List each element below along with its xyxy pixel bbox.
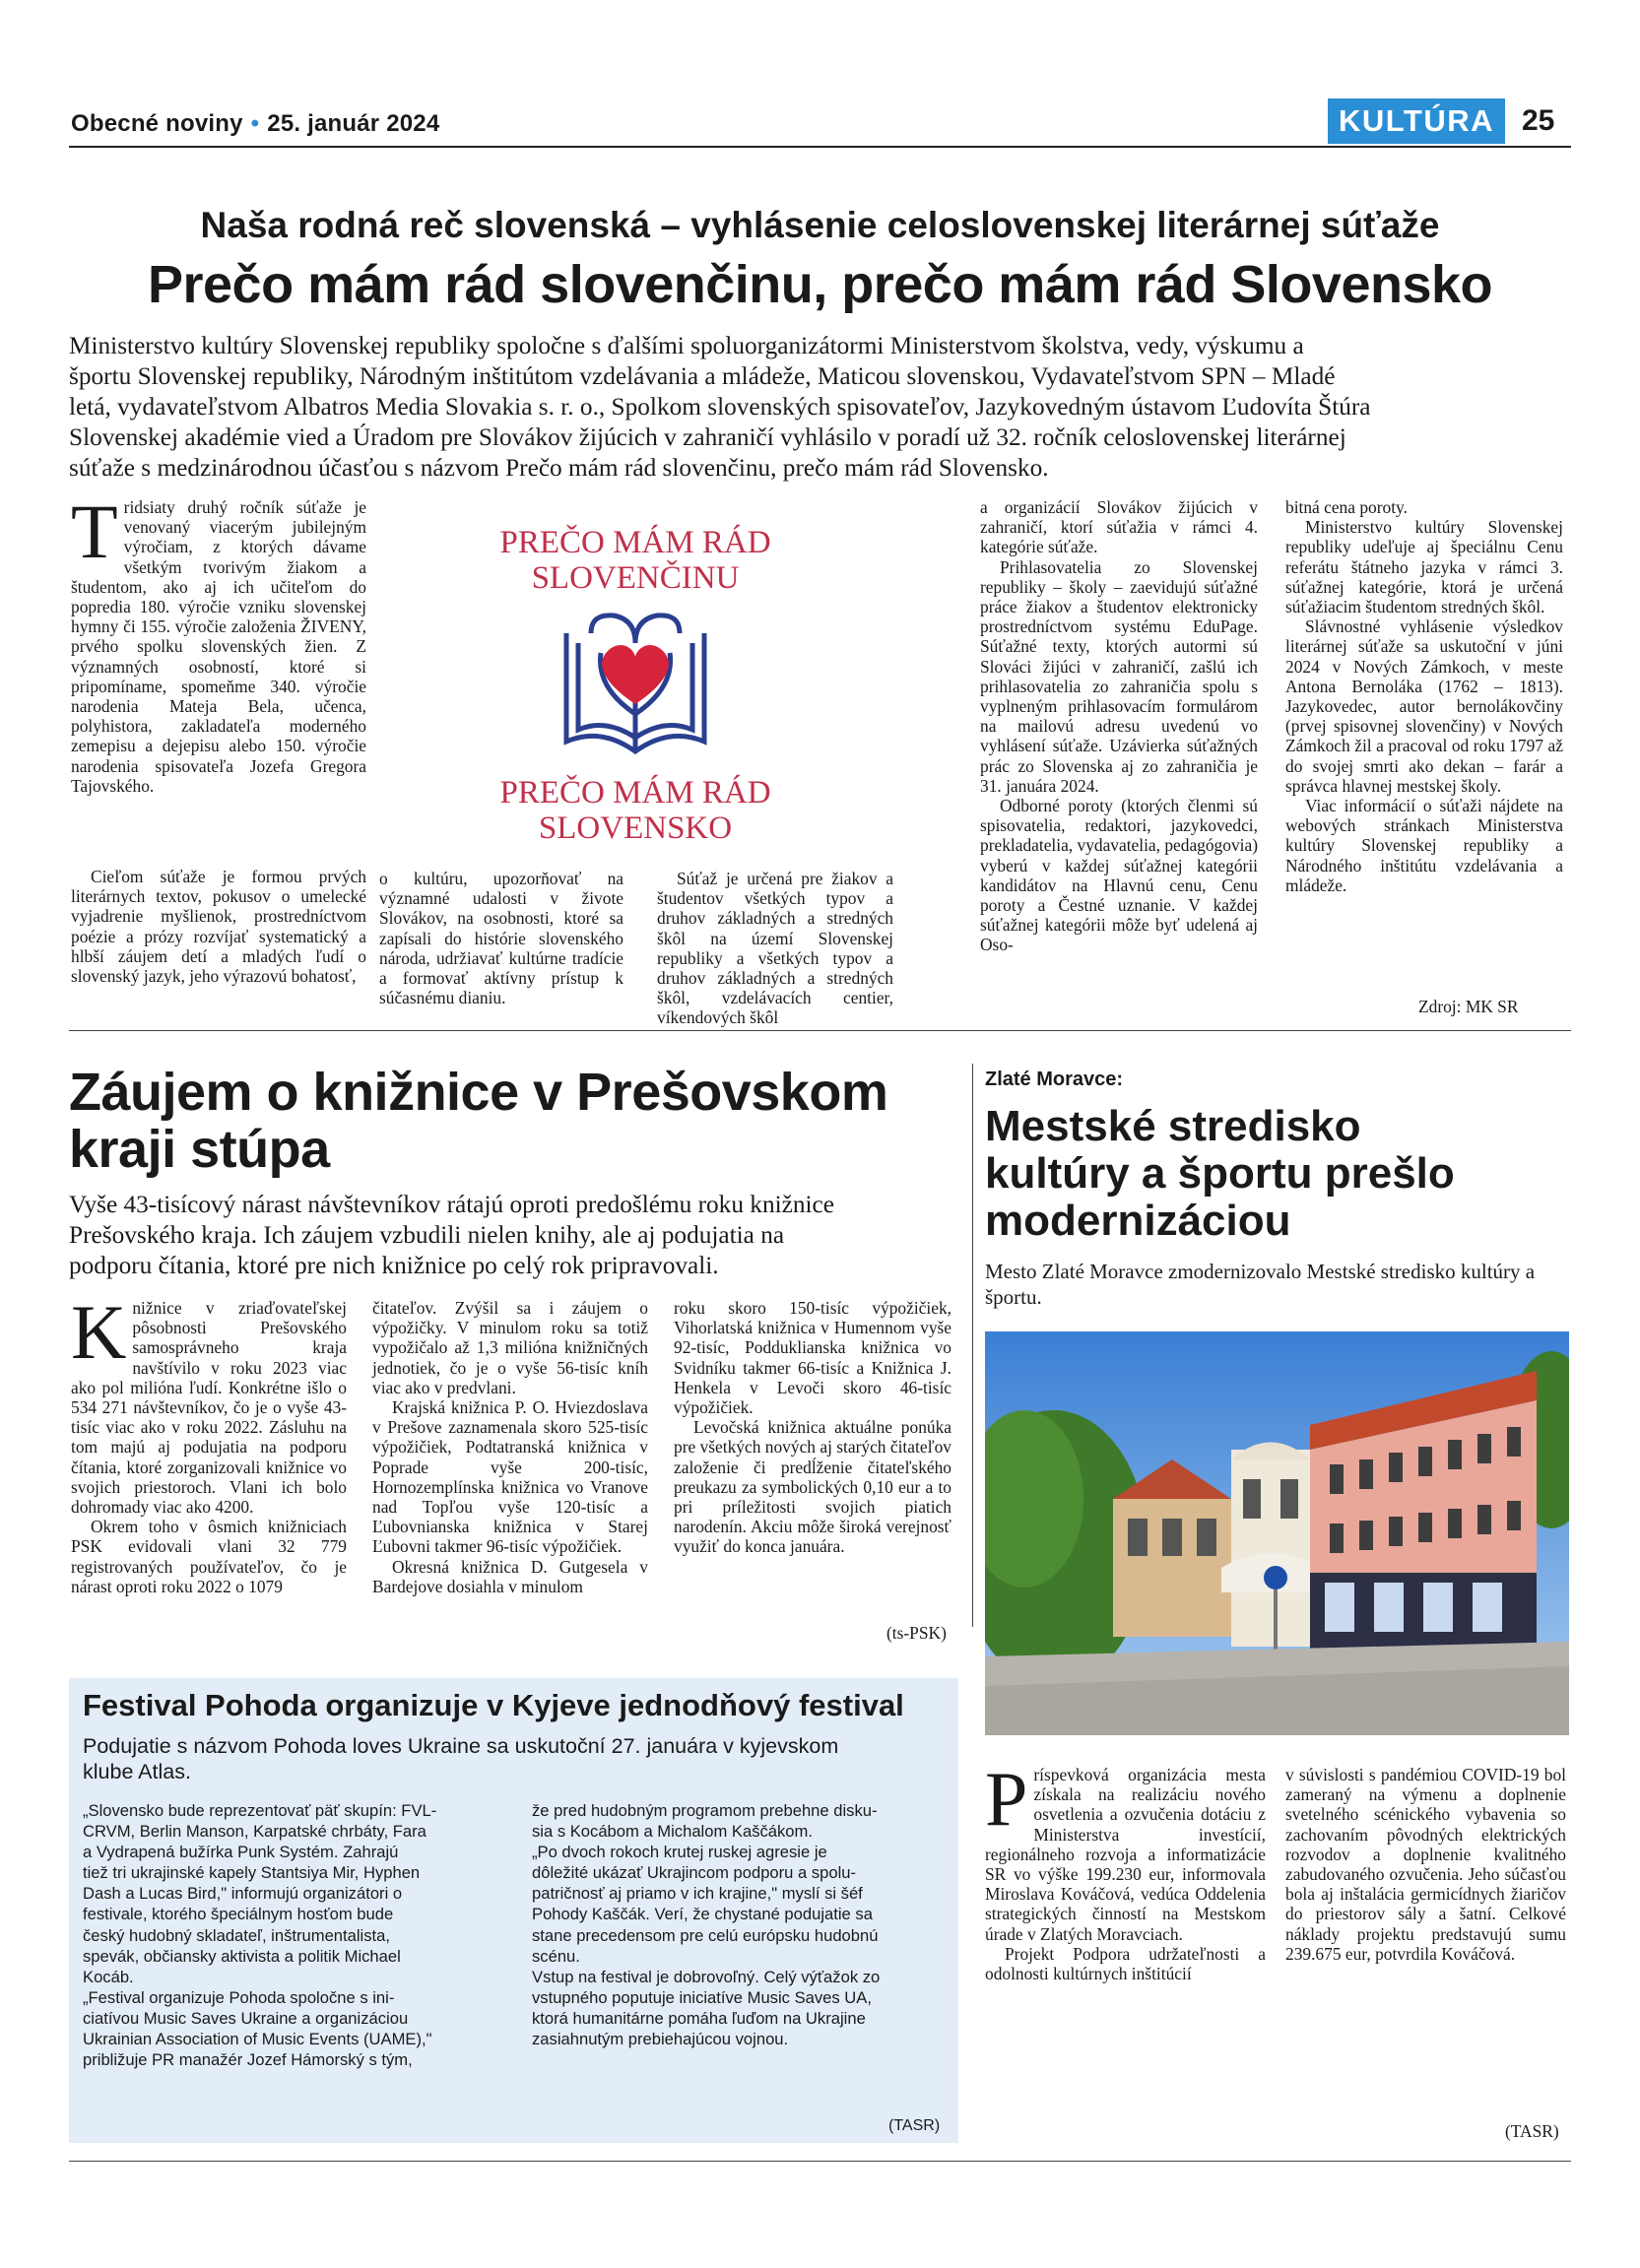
article1-lead [69, 331, 1571, 484]
paragraph: Levočská knižnica aktuálne ponúka pre všetkých nových aj starých čitateľov založenie či predĺženie čitateľského preukazu za symbolických 0,10 eur a to pri príležitosti svojich piatich narodenín. Akciu môže široká verejnosť využiť do konca januára. [674, 1417, 951, 1557]
town-building-illustration [985, 1331, 1569, 1735]
article1-column-2 [379, 869, 623, 1007]
building-photo [985, 1331, 1569, 1735]
article1-column-5 [1285, 497, 1563, 895]
article2-title: Záujem o knižnice v Prešovskom kraji stúpa [69, 1063, 888, 1179]
paragraph: nižnice v zriaďovateľskej pôsobnosti Prešovského samosprávneho kraja navštívilo v roku 2023 viac ako pol milióna ľudí. Konkrétne išlo o 534 271 návštevníkov, čo je o vyše 43-tisíc viac ako v roku 2022. Zásluhu na tom majú aj podujatia na podporu čítania, ktoré zorganizovali knižnice vo svojich priestoroch. Vlani ich bolo dohromady viac ako 4200. [71, 1298, 347, 1518]
paragraph: Ministerstvo kultúry Slovenskej republiky udeľuje aj špeciálnu Cenu referátu štátneho jazyka v rámci 3. súťažnej kategórie, ktorá je určená súťažiacim študentom stredných škôl. [1285, 517, 1563, 617]
info-box-title: Festival Pohoda organizuje v Kyjeve jednodňový festival [83, 1688, 904, 1722]
lead-line: Vyše 43-tisícový nárast návštevníkov rátajú oproti predošlému roku knižnice [69, 1191, 834, 1218]
paragraph: Odborné poroty (ktorých členmi sú spisovatelia, redaktori, jazykovedci, prekladatelia, vydavatelia, pedagógovia) vyberú v každej súťažnej kategórii kandidátov na Hlavnú cenu, Cenu poroty a Čestné uznanie. V každej súťažnej kategórii môže byť udelená aj Oso- [980, 796, 1258, 955]
article3-lead: Mesto Zlaté Moravce zmodernizovalo Mestské stredisko kultúry a športu. [985, 1260, 1536, 1309]
paragraph: a organizácií Slovákov žijúcich v zahraničí, ktorí súťažia v rámci 4. kategórie súťaže. [980, 497, 1258, 557]
paragraph: ríspevková organizácia mesta získala na realizáciu nového osvetlenia a ozvučenia dotáciu z Ministerstva investícií, regionálneho rozvoja a informatizácie SR vo výške 199.230 eur, informovala Miroslava Kováčová, vedúca Oddelenia strategických činností na Mestskom úrade v Zlatých Moravciach. [985, 1765, 1266, 1944]
paragraph: Okresná knižnica D. Gutgesela v Bardejove dosiahla v minulom [372, 1556, 648, 1596]
page-number: 25 [1522, 104, 1555, 137]
article3-column-2 [1285, 1765, 1566, 1964]
article2-column-1 [71, 1289, 347, 1596]
section-divider [69, 1030, 1571, 1031]
header-rule [69, 146, 1571, 148]
article3-kicker: Zlaté Moravce: [985, 1069, 1124, 1090]
column-divider [972, 1064, 973, 1627]
paragraph: Cieľom súťaže je formou prvých literárnych textov, pokusov o umelecké vyjadrenie myšlienok, prostredníctvom poézie a prózy rozvíjať systematický a hlbší záujem detí a mladých ľudí o slovenský jazyk, jeho výrazovú bohatosť, [71, 867, 366, 987]
article1-title: Prečo mám rád slovenčinu, prečo mám rád Slovensko [147, 255, 1493, 314]
separator-dot: • [250, 110, 260, 137]
paragraph: Krajská knižnica P. O. Hviezdoslava v Prešove zaznamenala skoro 525-tisíc výpožičiek, Podtatranská knižnica v Poprade vyše 200-tisíc, Hornozemplínska knižnica vo Vranove nad Topľou vyše 120-tisíc a Ľubovnianska knižnica v Starej Ľubovni takmer 96-tisíc výpožičiek. [372, 1397, 648, 1557]
article2-column-2 [372, 1298, 648, 1596]
heart-book-icon [537, 604, 734, 771]
article3-source: (TASR) [1505, 2121, 1559, 2141]
info-box-source: (TASR) [888, 2117, 941, 2134]
drop-cap: K [71, 1289, 127, 1375]
info-box-lead: Podujatie s názvom Pohoda loves Ukraine sa uskutoční 27. januára v kyjevskom klube Atlas. [83, 1734, 839, 1783]
article1-kicker: Naša rodná reč slovenská – vyhlásenie celoslovenskej literárnej súťaže [200, 205, 1440, 245]
article1-column-3 [657, 869, 893, 1028]
article2-source: (ts-PSK) [886, 1623, 947, 1643]
article2-lead [69, 1190, 975, 1281]
lead-line: podporu čítania, ktoré pre nich knižnice po celý rok pripravovali. [69, 1252, 719, 1279]
lead-line: súťaže s medzinárodnou účasťou s názvom Prečo mám rád slovenčinu, prečo mám rád Slovensko. [69, 454, 1049, 482]
lead-line: Slovenskej akadémie vied a Úradom pre Slovákov žijúcich v zahraničí vyhlásilo v poradí už 32. ročník celoslovenskej literárnej [69, 423, 1346, 451]
info-box-column-2: že pred hudobným programom prebehne disku- sia s Kocábom a Michalom Kaščákom. „Po dvoch rokoch krutej ruskej agresie je dôležité ukázať Ukrajincom podporu a spolu- patričnosť aj priamo v ich krajine," myslí si šéf Pohody Kaščák. Verí, že chystané podujatie sa stane precedensom pre celú európsku hudobnú scénu. Vstup na festival je dobrovoľný. Celý výťažok zo vstupného poputuje iniciatíve Music Saves UA, ktorá humanitárne pomáha ľuďom na Ukrajine zasiahnutým prebiehajúcou vojnou. [532, 1801, 881, 2049]
issue-date: 25. január 2024 [267, 110, 440, 137]
paragraph: Slávnostné vyhlásenie výsledkov literárnej súťaže sa uskutoční v júni 2024 v Nových Zámkoch, v meste Antona Bernoláka (1762 – 1813). Jazykovedec, autor bernolákovčiny (prvej spisovnej slovenčiny) v Nových Zámkoch žil a pracoval od roku 1797 až do svojej smrti ako dekan – farár a správca hlavnej mestskej školy. [1285, 616, 1563, 796]
article3-column-1 [985, 1756, 1266, 1984]
section-badge: KULTÚRA [1328, 98, 1505, 144]
article1-column-1b [71, 867, 366, 986]
lead-line: letá, vydavateľstvom Albatros Media Slovakia s. r. o., Spolkom slovenských spisovateľov, Jazykovedným ústavom Ľudovíta Štúra [69, 393, 1371, 421]
paragraph: Okrem toho v ôsmich knižniciach PSK evidovali vlani 32 779 registrovaných používateľov, čo je nárast oproti roku 2022 o 1079 [71, 1517, 347, 1596]
drop-cap: T [71, 488, 118, 574]
paragraph: o kultúru, upozorňovať na významné udalosti v živote Slovákov, na osobnosti, ktoré sa zapísali do histórie slovenského národa, udržiavať kultúrne tradície a formovať aktívny prístup k súčasnému dianiu. [379, 869, 623, 1008]
lead-line: športu Slovenskej republiky, Národným inštitútom vzdelávania a mládeže, Maticou slovenskou, Vydavateľstvom SPN – Mladé [69, 362, 1336, 390]
footer-rule [69, 2161, 1571, 2162]
masthead [71, 110, 439, 138]
paragraph: čitateľov. Zvýšil sa i záujem o výpožičky. V minulom roku sa totiž vypožičalo až 1,3 milióna knižničných jednotiek, čo je o vyše 56-tisíc kníh viac ako v predvlani. [372, 1298, 648, 1397]
article2-column-3 [674, 1298, 951, 1557]
paragraph: Prihlasovatelia zo Slovenskej republiky – školy – zaevidujú súťažné práce žiakov a študentov elektronicky prostredníctvom systému EduPage. Súťažné texty, ktorých autormi sú Slováci žijúci v zahraničí, zašlú ich prihlasovatelia zo zahraničia spolu s vyplneným prihlasovacím formulárom na mailovú adresu uvedenú vo vyhlásení súťaže. Uzávierka súťažných prác zo Slovenska aj zo zahraničia je 31. januára 2024. [980, 556, 1258, 796]
logo-text-bottom: PREČO MÁM RÁD SLOVENSKO [499, 775, 771, 846]
paragraph: ridsiaty druhý ročník súťaže je venovaný viacerým jubilejným výročiam, z ktorých dávame všetkým tvorivým žiakom a študentom, ako aj ich učiteľom do popredia 180. výročie vzniku slovenskej hymny či 155. výročie založenia ŽIVENY, prvého spolku slovenských žien. Z významných osobností, ktoré si pripomíname, spomeňme 340. výročie narodenia Mateja Bela, učenca, polyhistora, zakladateľa moderného zemepisu a dejepisu alebo 150. výročie narodenia spisovateľa Jozefa Gregora Tajovského. [71, 497, 366, 796]
article1-column-1 [71, 488, 366, 796]
paragraph: bitná cena poroty. [1285, 497, 1408, 517]
info-box [69, 1678, 958, 2143]
paragraph: Súťaž je určená pre žiakov a študentov všetkých typov a druhov základných a stredných škôl na území Slovenskej republiky a všetkých typov a druhov základných a stredných škôl, vzdelávacích centier, víkendových škôl [657, 869, 893, 1028]
paragraph: Viac informácií o súťaži nájdete na webových stránkach Ministerstva kultúry Slovenskej republiky a Národného inštitútu vzdelávania a mládeže. [1285, 796, 1563, 895]
logo-text-top: PREČO MÁM RÁD SLOVENČINU [499, 525, 771, 596]
drop-cap: P [985, 1756, 1028, 1842]
article3-title: Mestské stredisko kultúry a športu prešlo modernizáciou [985, 1102, 1455, 1245]
info-box-column-1: „Slovensko bude reprezentovať päť skupín: FVL- CRVM, Berlin Manson, Karpatské chrbáty, Fara a Vydrapená bužírka Punk Systém. Zahrajú tiež tri ukrajinské kapely Stantsiya Mir, Hyphen Dash a Lucas Bird," informujú organizátori o festivale, ktorého špeciálnym hosťom bude český hudobný skladateľ, inštrumentalista, spevák, občiansky aktivista a politik Michael Kocáb. „Festival organizuje Pohoda spoločne s ini- ciatívou Music Saves Ukraine a organizáciou Ukrainian Association of Music Events (UAME)," približuje PR manažér Jozef Hámorský s tým, [83, 1801, 437, 2070]
paragraph: roku skoro 150-tisíc výpožičiek, Vihorlatská knižnica v Humennom vyše 92-tisíc, Podduklianska knižnica vo Svidníku takmer 66-tisíc a Knižnica J. Henkela v Levoči skoro 46-tisíc výpožičiek. [674, 1298, 951, 1418]
paper-name: Obecné noviny [71, 110, 243, 137]
article1-column-4 [980, 497, 1258, 955]
article1-source: Zdroj: MK SR [1418, 997, 1519, 1016]
competition-logo [379, 497, 891, 852]
lead-line: Ministerstvo kultúry Slovenskej republiky spoločne s ďalšími spoluorganizátormi Ministerstvom školstva, vedy, výskumu a [69, 332, 1304, 359]
paragraph: Projekt Podpora udržateľnosti a odolnosti kultúrnych inštitúcií [985, 1943, 1266, 1984]
lead-line: Prešovského kraja. Ich záujem vzbudili nielen knihy, ale aj podujatia na [69, 1221, 785, 1249]
paragraph: v súvislosti s pandémiou COVID-19 bol zameraný na výmenu a doplnenie svetelného scénického vybavenia so zachovaním pôvodných elektrických rozvodov a doplnenie kvalitného zabudovaného ozvučenia. Jeho súčasťou bola aj inštalácia germicídnych žiaričov do priestorov sály a šatní. Celkové náklady projektu predstavujú sumu 239.675 eur, potvrdila Kováčová. [1285, 1765, 1566, 1964]
